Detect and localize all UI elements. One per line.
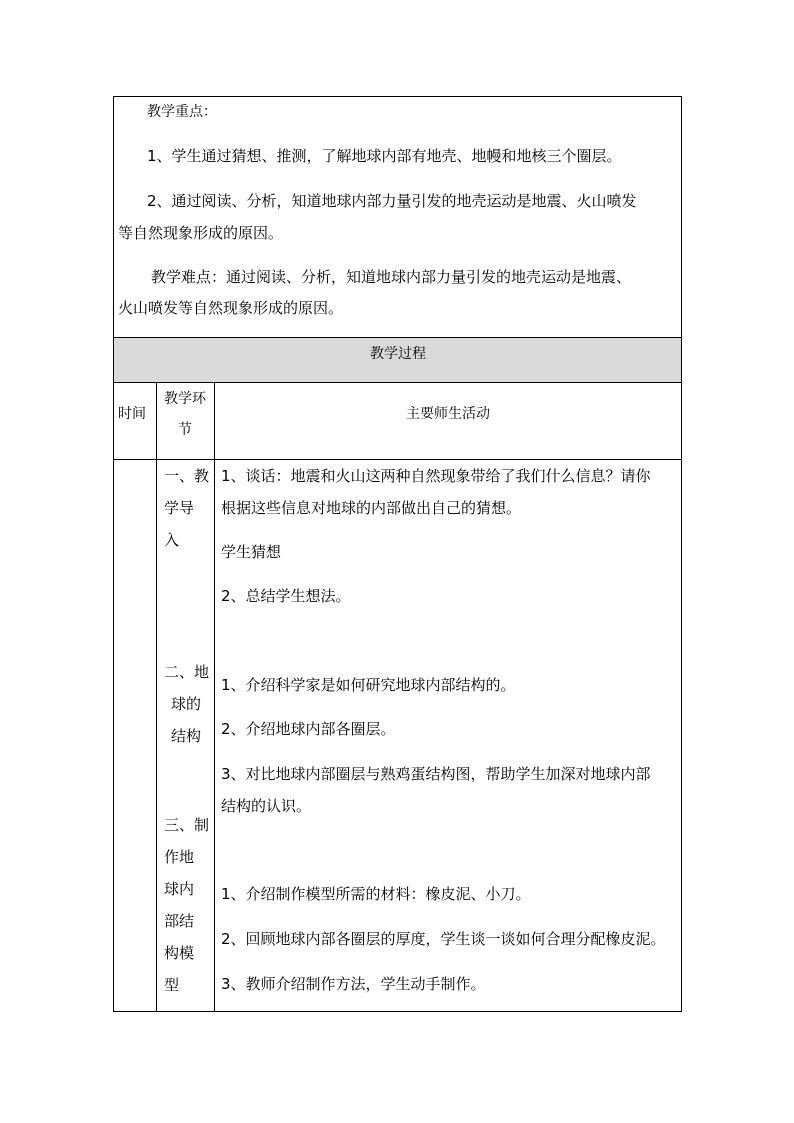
stage-3-line-3: 球内 [164, 880, 195, 898]
stage-1-line-2: 学导 [164, 499, 195, 517]
stage-2-line-3: 结构 [171, 727, 202, 745]
stage-3-line-5: 构模 [164, 944, 195, 962]
activity-6-line-2: 结构的认识。 [221, 797, 312, 815]
stage-3-line-4: 部结 [164, 912, 195, 930]
focus-title: 教学重点： [147, 104, 217, 120]
activity-5: 2、介绍地球内部各圈层。 [221, 720, 396, 738]
stage-2-line-1: 二、地 [164, 663, 210, 681]
activity-8: 2、回顾地球内部各圈层的厚度，学生谈一谈如何合理分配橡皮泥。 [221, 930, 666, 948]
table-divider [113, 382, 682, 383]
focus-point-2-line-2: 等自然现象形成的原因。 [118, 224, 284, 242]
table-divider [113, 337, 682, 338]
activity-6-line-1: 3、对比地球内部圈层与熟鸡蛋结构图，帮助学生加深对地球内部 [221, 765, 651, 783]
difficulty-line-2: 火山喷发等自然现象形成的原因。 [118, 299, 344, 317]
stage-1-line-1: 一、教 [164, 467, 210, 485]
column-header-time: 时间 [118, 406, 146, 422]
column-header-stage-line-1: 教学环 [164, 391, 206, 407]
stage-3-line-2: 作地 [164, 848, 195, 866]
stage-2-line-2: 球的 [171, 695, 202, 713]
column-header-stage-line-2: 节 [178, 422, 192, 438]
stage-3-line-6: 型 [164, 976, 180, 994]
activity-7: 1、介绍制作模型所需的材料：橡皮泥、小刀。 [221, 885, 531, 903]
column-header-activity: 主要师生活动 [406, 406, 490, 422]
process-title: 教学过程 [370, 346, 426, 362]
stage-1-line-3: 入 [164, 531, 180, 549]
activity-2: 学生猜想 [221, 543, 282, 561]
column-divider [156, 382, 157, 1012]
activity-4: 1、介绍科学家是如何研究地球内部结构的。 [221, 676, 516, 694]
activity-9: 3、教师介绍制作方法，学生动手制作。 [221, 975, 486, 993]
activity-1-line-2: 根据这些信息对地球的内部做出自己的猜想。 [221, 499, 522, 517]
focus-point-1: 1、学生通过猜想、推测，了解地球内部有地壳、地幔和地核三个圈层。 [147, 147, 622, 165]
difficulty-line-1: 教学难点：通过阅读、分析，知道地球内部力量引发的地壳运动是地震、 [151, 268, 632, 286]
activity-1-line-1: 1、谈话：地震和火山这两种自然现象带给了我们什么信息？请你 [221, 467, 651, 485]
stage-3-line-1: 三、制 [164, 816, 210, 834]
focus-point-2-line-1: 2、通过阅读、分析，知道地球内部力量引发的地壳运动是地震、火山喷发 [147, 192, 637, 210]
table-divider [113, 459, 682, 460]
activity-3: 2、总结学生想法。 [221, 587, 351, 605]
